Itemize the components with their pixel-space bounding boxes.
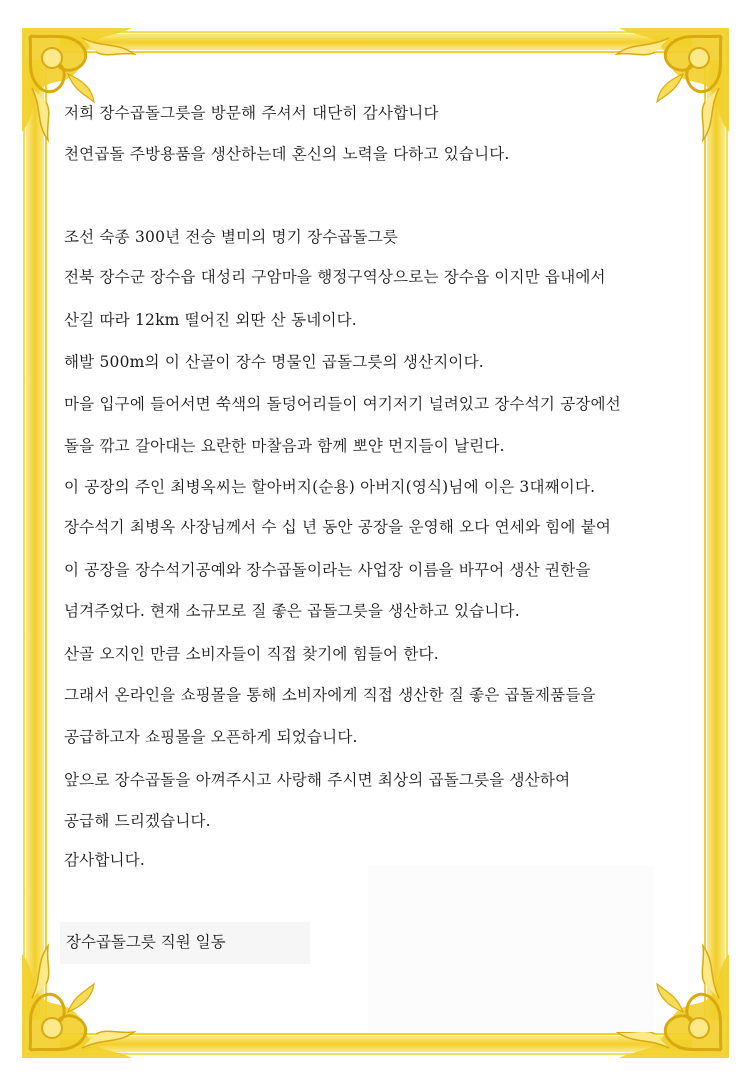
stamp-area: [368, 866, 654, 1032]
right-border: [707, 60, 725, 1020]
letter-line: 넘겨주었다. 현재 소규모로 질 좋은 곱돌그릇을 생산하고 있습니다.: [64, 602, 520, 620]
letter-line: 감사합니다.: [64, 851, 145, 869]
letter-line: 공급하고자 쇼핑몰을 오픈하게 되었습니다.: [64, 728, 358, 746]
letter-line: 천연곱돌 주방용품을 생산하는데 혼신의 노력을 다하고 있습니다.: [64, 145, 510, 163]
letter-line: 공급해 드리겠습니다.: [64, 812, 211, 830]
letter-line: 그래서 온라인을 쇼핑몰을 통해 소비자에게 직접 생산한 질 좋은 곱돌제품들을: [64, 686, 596, 704]
letter-line: 조선 숙종 300년 전승 별미의 명기 장수곱돌그릇: [64, 228, 399, 246]
letter-line: 산골 오지인 만큼 소비자들이 직접 찾기에 힘들어 한다.: [64, 645, 439, 663]
top-border: [60, 34, 692, 50]
signature: 장수곱돌그릇 직원 일동: [66, 933, 226, 951]
letter-line: 전북 장수군 장수읍 대성리 구암마을 행정구역상으로는 장수읍 이지만 읍내에서: [64, 268, 606, 286]
letter-line: 저희 장수곱돌그릇을 방문해 주셔서 대단히 감사합니다: [64, 104, 439, 122]
letter-line: 돌을 깎고 갈아대는 요란한 마찰음과 함께 뽀얀 먼지들이 날린다.: [64, 437, 505, 455]
bottom-border: [60, 1036, 692, 1052]
letter-line: 해발 500m의 이 산골이 장수 명물인 곱돌그릇의 생산지이다.: [64, 353, 484, 371]
letter-line: 이 공장의 주인 최병옥씨는 할아버지(순용) 아버지(영식)님에 이은 3대째이다.: [64, 478, 596, 496]
letter-line: 마을 입구에 들어서면 쑥색의 돌덩어리들이 여기저기 널려있고 장수석기 공장에선: [64, 395, 621, 413]
letter-line: 산길 따라 12km 떨어진 외딴 산 동네이다.: [64, 311, 357, 329]
letter-line: 앞으로 장수곱돌을 아껴주시고 사랑해 주시면 최상의 곱돌그릇을 생산하여: [64, 771, 571, 789]
letter-line: 이 공장을 장수석기공예와 장수곱돌이라는 사업장 이름을 바꾸어 생산 권한을: [64, 561, 591, 579]
left-border: [26, 60, 44, 1020]
letter-line: 장수석기 최병옥 사장님께서 수 십 년 동안 공장을 운영해 오다 연세와 힘에 붙여: [64, 518, 612, 536]
